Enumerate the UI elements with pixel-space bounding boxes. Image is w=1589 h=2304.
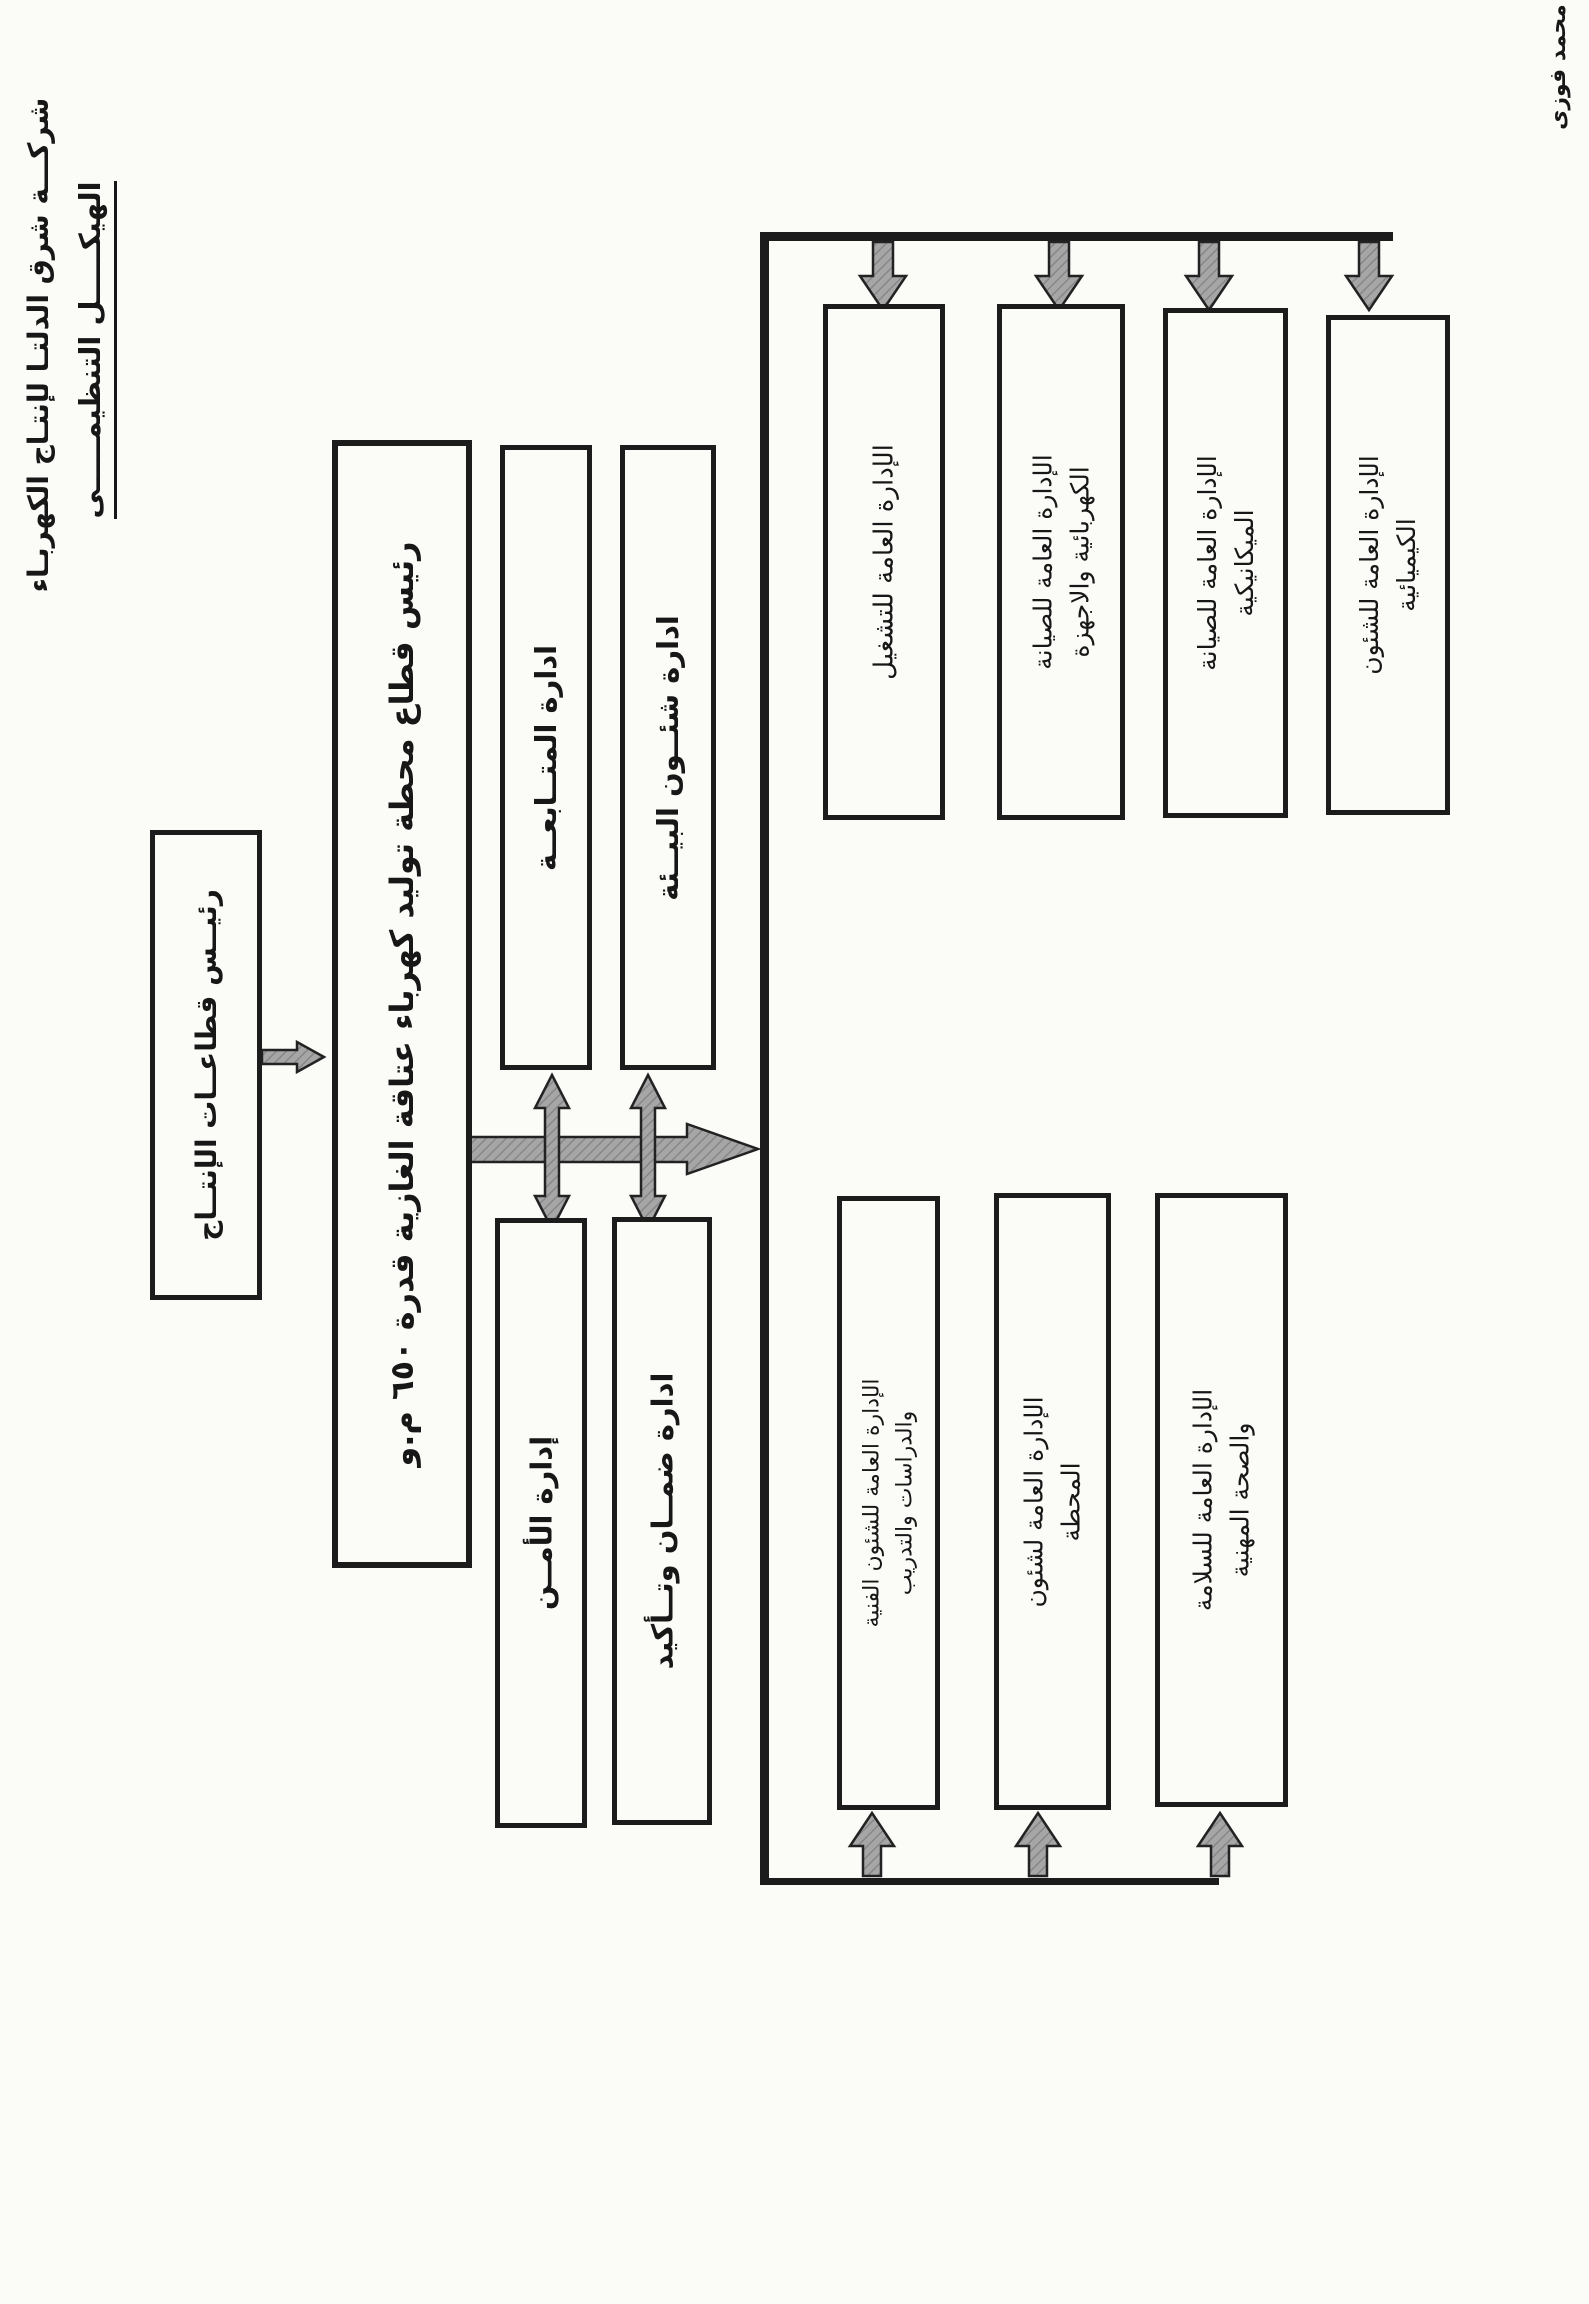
quality-assurance-dept-box bbox=[612, 1217, 712, 1825]
electrical-maintenance-admin-line1: الإدارة العامة للصيانة bbox=[1027, 454, 1057, 670]
down-arrow-operation-admin bbox=[860, 242, 906, 310]
document-title-text: الهيكـــــل التنظيمـــــى bbox=[73, 181, 117, 518]
document-title bbox=[70, 115, 120, 585]
followup-dept-label: ادارة المتــابعــة bbox=[529, 644, 563, 871]
down-arrow-mechanical-maintenance-admin bbox=[1186, 242, 1232, 310]
quality-assurance-dept-label: ادارة ضمــان وتــأكيد bbox=[645, 1372, 679, 1670]
parent-to-chief-arrow bbox=[262, 1042, 324, 1072]
up-arrow-technical-affairs-admin bbox=[850, 1813, 894, 1876]
technical-affairs-admin-line1: الإدارة العامة للشئون الفنية bbox=[859, 1378, 885, 1628]
electrical-maintenance-admin-box bbox=[997, 304, 1125, 820]
security-dept-box bbox=[495, 1218, 587, 1828]
company-name-text: شركـــة شرق الدلتـا لإنتـاج الكهربـاء bbox=[21, 97, 55, 593]
operation-admin-box bbox=[823, 304, 945, 820]
environment-dept-box bbox=[620, 445, 716, 1070]
down-arrow-chemical-affairs-admin bbox=[1346, 242, 1392, 310]
head-production-sectors-label: رئيــس قطاعــات الإنتــاج bbox=[189, 889, 223, 1241]
sector-chief-label: رئيس قطاع محطة توليد كهرباء عتاقة الغازية قدرة ٦٥٠ م.و bbox=[383, 541, 421, 1467]
station-affairs-admin-line1: الإدارة العامة لشئون bbox=[1019, 1395, 1048, 1608]
station-affairs-admin-box bbox=[994, 1193, 1111, 1810]
chief-to-general-admins-arrow bbox=[470, 1124, 758, 1174]
chemical-affairs-admin-box bbox=[1326, 315, 1450, 815]
head-production-sectors-box bbox=[150, 830, 262, 1300]
company-name bbox=[15, 95, 61, 595]
safety-admin-line1: الإدارة العامة للسلامة bbox=[1188, 1388, 1217, 1612]
org-frame-trunk-line bbox=[760, 232, 769, 1885]
operation-admin-label: الإدارة العامة للتشغيل bbox=[869, 444, 899, 680]
org-frame-top-line bbox=[760, 232, 1393, 241]
up-arrow-station-affairs-admin bbox=[1016, 1813, 1060, 1876]
technical-affairs-admin-box bbox=[837, 1196, 940, 1810]
mechanical-maintenance-admin-line2: الميكانيكية bbox=[1229, 509, 1259, 617]
chemical-affairs-admin-line1: الإدارة العامة للشئون bbox=[1354, 455, 1384, 675]
station-affairs-admin-line2: المحطة bbox=[1056, 1461, 1086, 1542]
down-arrow-electrical-maintenance-admin bbox=[1036, 242, 1082, 310]
electrical-maintenance-admin-line2: الكهربائية والاجهزة bbox=[1065, 466, 1094, 658]
security-dept-label: إدارة الأمــن bbox=[524, 1435, 558, 1611]
technical-affairs-admin-line2: والدراسات والتدريب bbox=[892, 1410, 918, 1596]
signature bbox=[1538, 4, 1578, 130]
safety-admin-box bbox=[1155, 1193, 1288, 1807]
chemical-affairs-admin-line2: الكيميائية bbox=[1392, 518, 1421, 612]
org-frame-bottom-line bbox=[760, 1878, 1219, 1885]
mechanical-maintenance-admin-box bbox=[1163, 308, 1288, 818]
followup-dept-box bbox=[500, 445, 592, 1070]
up-arrow-safety-admin bbox=[1198, 1813, 1242, 1876]
signature-text: محمد فوزى bbox=[1545, 4, 1571, 130]
environment-dept-label: ادارة شئــون البيــئة bbox=[651, 614, 685, 901]
mechanical-maintenance-admin-line1: الإدارة العامة للصيانة bbox=[1192, 455, 1221, 671]
sector-chief-box bbox=[332, 440, 472, 1568]
safety-admin-line2: والصحة المهنية bbox=[1225, 1422, 1255, 1578]
